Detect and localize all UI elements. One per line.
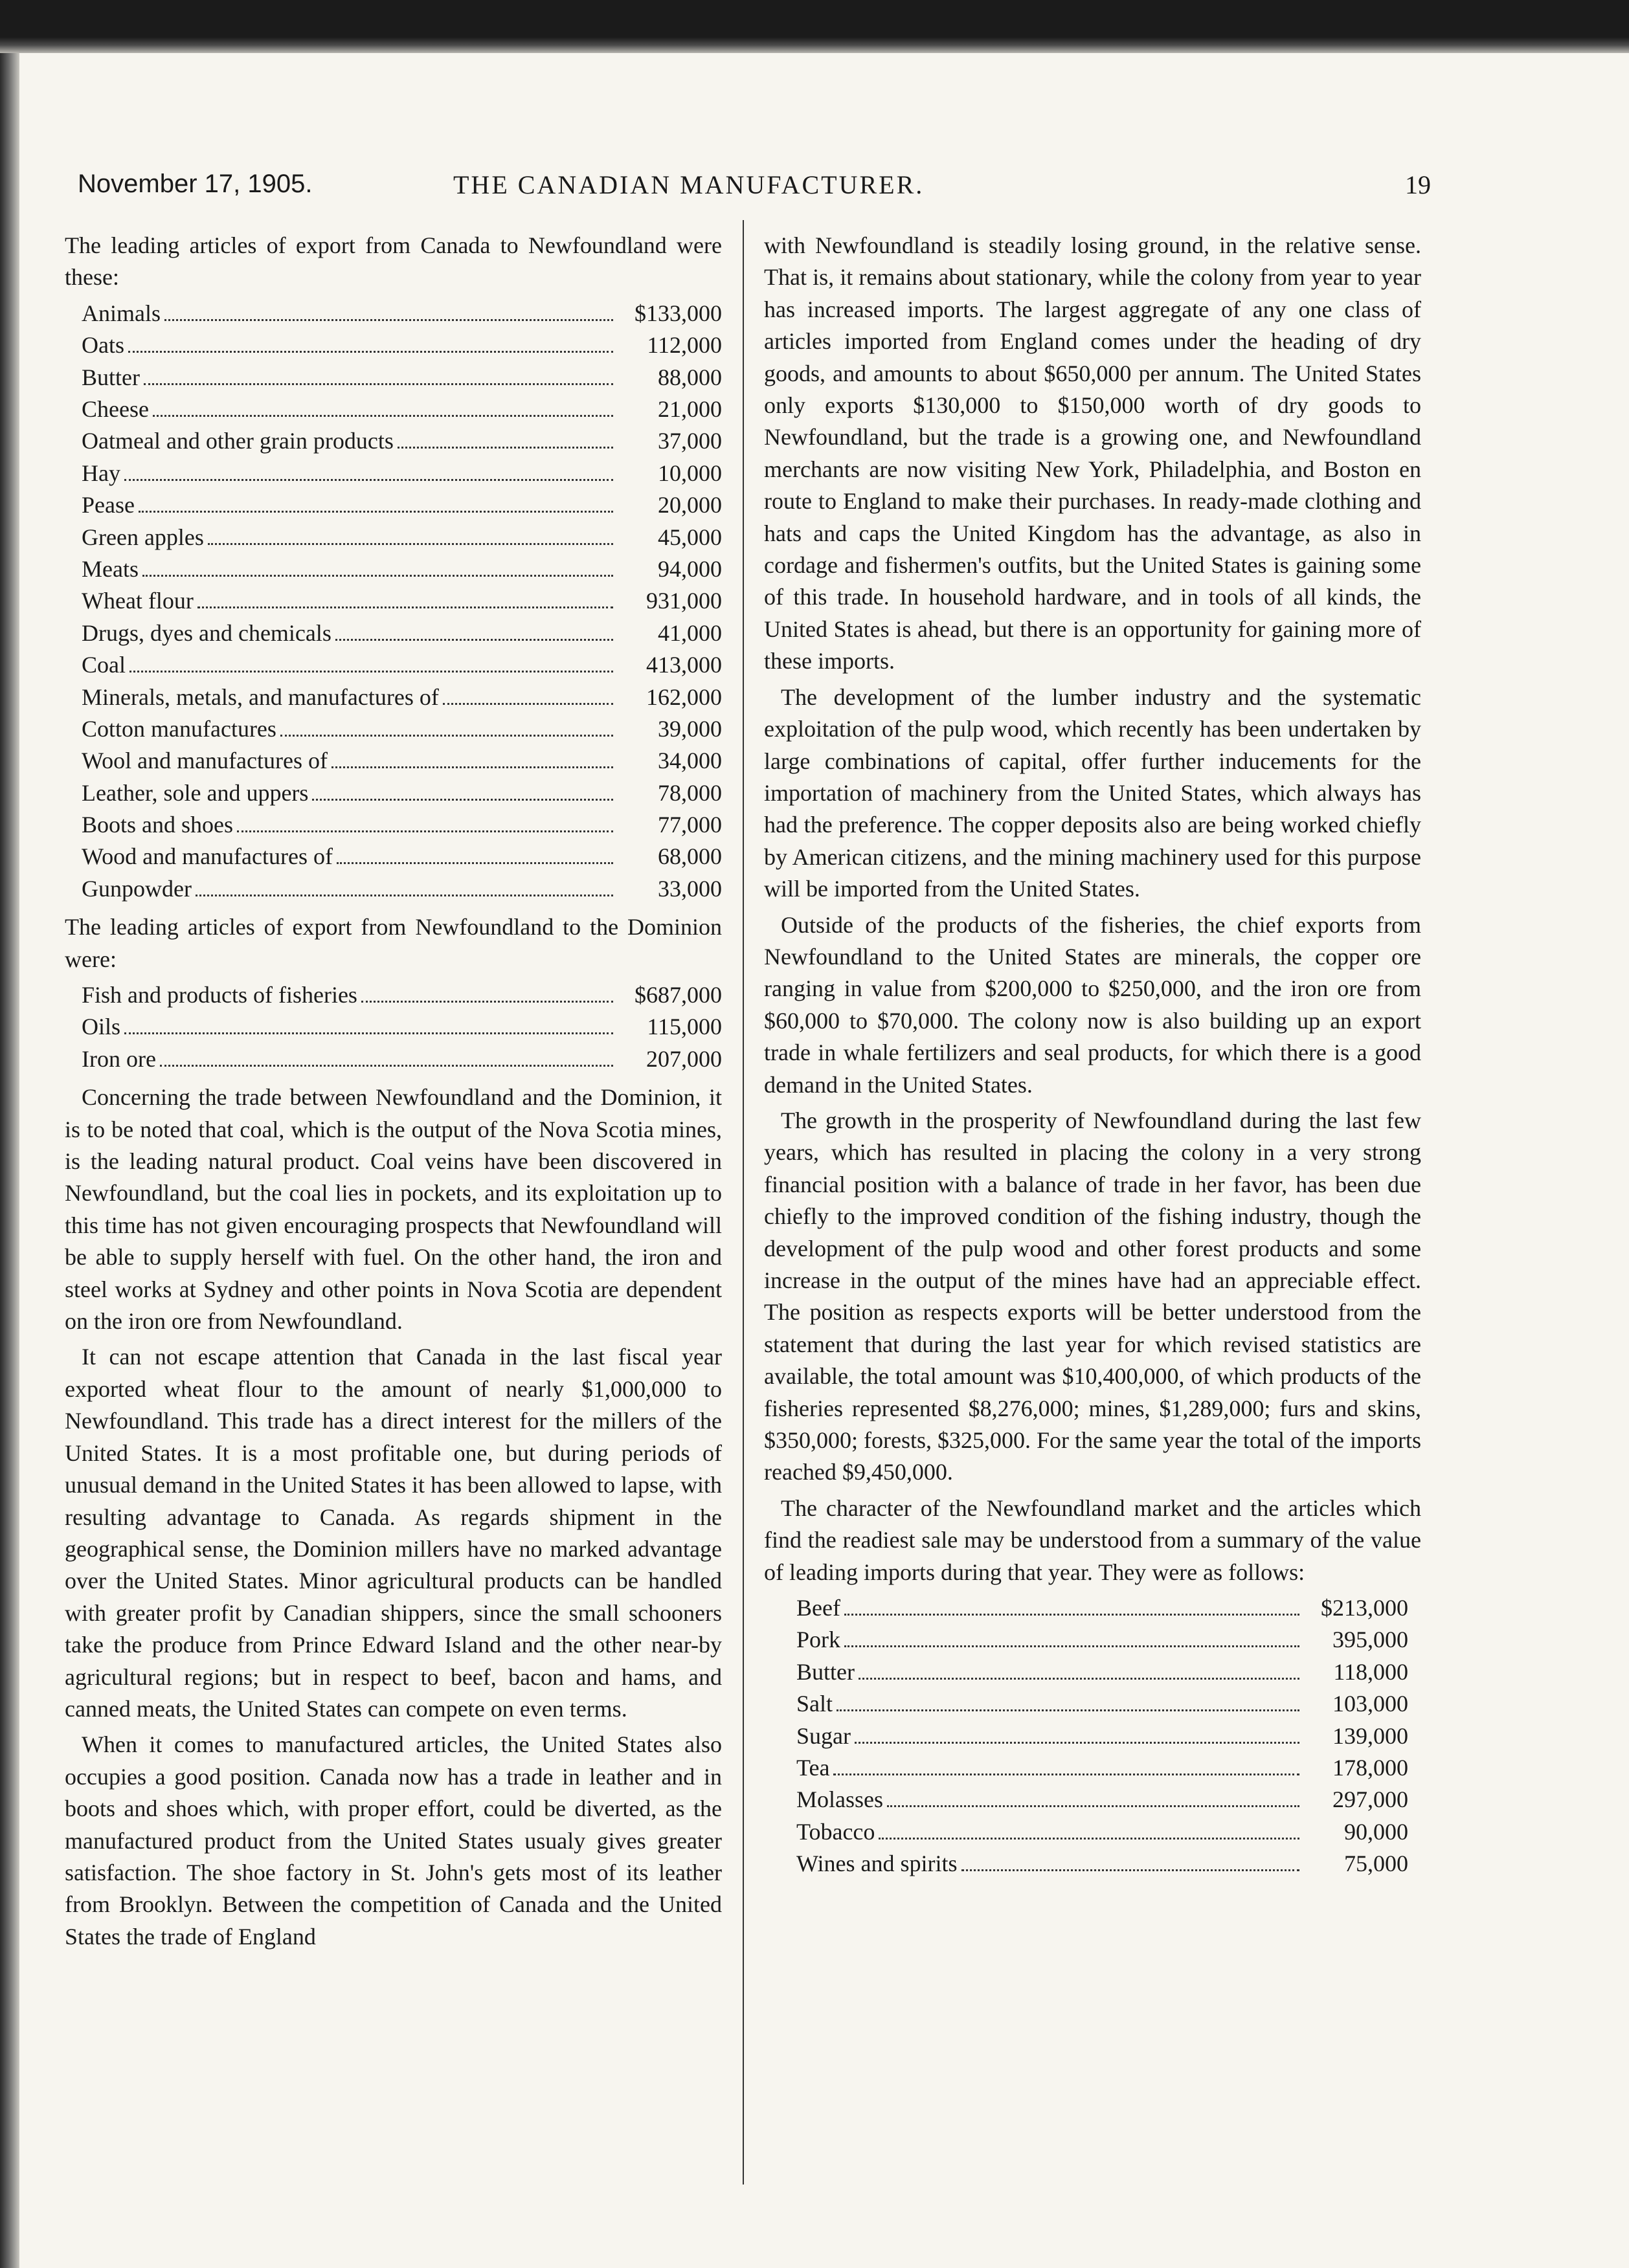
- table-row: [65, 777, 722, 809]
- item-name: Wheat flour: [82, 588, 194, 614]
- table-row: [65, 362, 722, 394]
- item-name: Butter: [82, 364, 140, 390]
- item-name: Drugs, dyes and chemicals: [82, 619, 331, 646]
- item-name: Tobacco: [796, 1818, 875, 1845]
- item-value: 162,000: [646, 684, 722, 710]
- canada-exports-table: [65, 298, 722, 905]
- item-value: 21,000: [658, 395, 722, 422]
- item-value: 112,000: [647, 332, 722, 359]
- item-name: Animals: [82, 300, 161, 326]
- item-value: 78,000: [658, 779, 722, 806]
- item-name: Iron ore: [82, 1045, 156, 1072]
- item-name: Tea: [796, 1755, 830, 1781]
- item-name: Gunpowder: [82, 875, 192, 902]
- scan-left-edge: [0, 53, 19, 2268]
- item-value: 178,000: [1332, 1755, 1408, 1781]
- item-name: Boots and shoes: [82, 812, 233, 838]
- paragraph-lumber: The development of the lumber industry and the systematic exploitation of the pulp wood, which recently has been undertaken by large combinations of capital, offer further inducements for the importation of machinery from the United States, which always has had the preference. The copper deposits also are being worked chiefly by American citizens, and the mining machinery used for this purpose will be imported from the United States.: [764, 684, 1421, 902]
- item-name: Pease: [82, 492, 135, 518]
- scan-top-border: [0, 0, 1629, 53]
- item-value: 931,000: [646, 588, 722, 614]
- item-value: 118,000: [1333, 1658, 1408, 1685]
- table-row: [764, 1656, 1408, 1688]
- item-name: Coal: [82, 652, 126, 678]
- item-value: 39,000: [658, 715, 722, 742]
- item-value: 115,000: [647, 1014, 722, 1040]
- table-row: [65, 682, 722, 713]
- item-value: 395,000: [1332, 1627, 1408, 1653]
- table-row: [65, 585, 722, 617]
- table-row: [65, 458, 722, 489]
- item-value: 297,000: [1332, 1786, 1408, 1813]
- table-row: [65, 979, 722, 1011]
- item-value: 90,000: [1344, 1818, 1408, 1845]
- column-divider: [743, 220, 744, 2185]
- item-value: 75,000: [1344, 1851, 1408, 1877]
- item-name: Wines and spirits: [796, 1851, 958, 1877]
- item-name: Fish and products of fisheries: [82, 982, 357, 1008]
- item-name: Hay: [82, 460, 120, 486]
- item-value: 77,000: [658, 812, 722, 838]
- item-value: 139,000: [1332, 1722, 1408, 1749]
- paragraph-england-trade: with Newfoundland is steadily losing ground, in the relative sense. That is, it remains about stationary, while the colony from year to year has increased imports. The largest aggregate of any one class of articles imported from England comes under the heading of dry goods, and amounts to about $650,000 per annum. The United States only exports $130,000 to $150,000 worth of dry goods to Newfoundland, but the trade is a growing one, and Newfoundland merchants are now visiting New York, Philadelphia, and Boston en route to England to make their purchases. In ready-made clothing and hats and caps the United Kingdom has the advantage, as also in cordage and fishermen's outfits, but the United States is gaining some of this trade. In household hardware, and in tools of all kinds, the United States is ahead, but there is an opportunity for gaining more of these imports.: [764, 232, 1421, 674]
- paragraph-exports-us: Outside of the products of the fisheries, the chief exports from Newfoundland to the United States are minerals, the copper ore ranging in value from $200,000 to $250,000, and the iron ore from $60,000 to $70,000. The colony now is also building up an export trade in whale fertilizers and seal products, for which there is a good demand in the United States.: [764, 911, 1421, 1098]
- item-name: Minerals, metals, and manufactures of: [82, 684, 439, 710]
- item-value: 88,000: [658, 364, 722, 390]
- table-row: [65, 713, 722, 745]
- table-row: [65, 522, 722, 553]
- table-row: [65, 1043, 722, 1075]
- item-value: $133,000: [635, 300, 722, 326]
- item-value: $687,000: [635, 982, 722, 1008]
- item-value: 20,000: [658, 492, 722, 518]
- item-value: 207,000: [646, 1045, 722, 1072]
- item-name: Sugar: [796, 1722, 851, 1749]
- item-name: Butter: [796, 1658, 855, 1685]
- item-value: 68,000: [658, 843, 722, 870]
- publication-title: THE CANADIAN MANUFACTURER.: [453, 170, 925, 199]
- table-row: [65, 329, 722, 361]
- table-row: [764, 1624, 1408, 1656]
- table-row: [65, 553, 722, 585]
- item-name: Pork: [796, 1627, 841, 1653]
- table-row: [764, 1784, 1408, 1816]
- nfld-exports-intro: The leading articles of export from Newfoundland to the Dominion were:: [65, 914, 722, 972]
- paragraph-market: The character of the Newfoundland market and the articles which find the readiest sale may be understood from a summary of the value of leading imports during that year. They were as follows:: [764, 1495, 1421, 1585]
- table-row: [65, 298, 722, 329]
- item-value: 45,000: [658, 524, 722, 550]
- item-value: 413,000: [646, 652, 722, 678]
- left-column: [65, 230, 722, 1957]
- item-name: Wool and manufactures of: [82, 748, 328, 774]
- table-row: [764, 1752, 1408, 1784]
- item-value: 94,000: [658, 555, 722, 582]
- table-row: [65, 809, 722, 841]
- table-row: [65, 841, 722, 873]
- item-name: Beef: [796, 1595, 840, 1621]
- exports-intro: The leading articles of export from Canada to Newfoundland were these:: [65, 232, 722, 291]
- item-name: Oatmeal and other grain products: [82, 428, 394, 454]
- table-row: [764, 1816, 1408, 1848]
- paragraph-wheat-flour: It can not escape attention that Canada in the last fiscal year exported wheat flour to the amount of nearly $1,000,000 to Newfoundland. This trade has a direct interest for the millers of the United States. It is a most profitable one, but during periods of unusual demand in the United States it has been allowed to lapse, with resulting advantage to Canada. As regards shipment in the geographical sense, the Dominion millers have no marked advantage over the United States. Minor agricultural products can be handled with greater profit by Canadian shippers, since the small schooners take the produce from Prince Edward Island and the other near-by agricultural regions; but in respect to beef, bacon and hams, and canned meats, the United States can compete on even terms.: [65, 1344, 722, 1722]
- table-row: [65, 425, 722, 457]
- table-row: [65, 745, 722, 777]
- table-row: [764, 1720, 1408, 1752]
- item-value: 34,000: [658, 748, 722, 774]
- item-name: Salt: [796, 1691, 833, 1717]
- nfld-exports-table: [65, 979, 722, 1075]
- item-name: Leather, sole and uppers: [82, 779, 309, 806]
- item-name: Molasses: [796, 1786, 883, 1813]
- item-name: Green apples: [82, 524, 204, 550]
- item-name: Cotton manufactures: [82, 715, 276, 742]
- right-column: [764, 230, 1421, 1887]
- paragraph-manufactured: When it comes to manufactured articles, the United States also occupies a good position. Canada now has a trade in leather and in boots and shoes which, with proper effort, could be diverted, as the manufactured product from the United States usualy gives greater satisfaction. The shoe factory in St. John's gets most of its leather from Brooklyn. Between the competition of Canada and the United States the trade of England: [65, 1731, 722, 1950]
- paragraph-coal: Concerning the trade between Newfoundland and the Dominion, it is to be noted that coal, which is the output of the Nova Scotia mines, is the leading natural product. Coal veins have been discovered in Newfoundland, but the coal lies in pockets, and its exploitation up to this time has not given encouraging prospects that Newfoundland will be able to supply herself with fuel. On the other hand, the iron and steel works at Sydney and other points in Nova Scotia are dependent on the iron ore from Newfoundland.: [65, 1084, 722, 1335]
- table-row: [65, 649, 722, 681]
- item-value: 37,000: [658, 428, 722, 454]
- table-row: [764, 1848, 1408, 1880]
- item-name: Oils: [82, 1014, 121, 1040]
- item-name: Wood and manufactures of: [82, 843, 333, 870]
- page-number: 19: [1405, 170, 1431, 199]
- item-value: 41,000: [658, 619, 722, 646]
- imports-table: [764, 1592, 1408, 1880]
- item-value: 103,000: [1332, 1691, 1408, 1717]
- table-row: [65, 1011, 722, 1043]
- table-row: [65, 489, 722, 521]
- item-name: Oats: [82, 332, 124, 359]
- issue-date: November 17, 1905.: [78, 170, 313, 198]
- table-row: [764, 1688, 1408, 1720]
- paragraph-prosperity: The growth in the prosperity of Newfoundland during the last few years, which has resulted in placing the colony in a very strong financial position with a balance of trade in her favor, has been due chiefly to the improved condition of the fishing industry, though the development of the pulp wood and other forest products and some increase in the output of the mines have had an appreciable effect. The position as respects exports will be better understood from the statement that during the last year for which revised statistics are available, the total amount was $10,400,000, of which products of the fisheries represented $8,276,000; mines, $1,289,000; furs and skins, $350,000; forests, $325,000. For the same year the total of the imports reached $9,450,000.: [764, 1107, 1421, 1485]
- table-row: [65, 873, 722, 905]
- page-header: [65, 170, 1450, 208]
- item-value: 33,000: [658, 875, 722, 902]
- item-value: 10,000: [658, 460, 722, 486]
- item-name: Meats: [82, 555, 139, 582]
- item-value: $213,000: [1321, 1595, 1408, 1621]
- table-row: [65, 394, 722, 425]
- table-row: [764, 1592, 1408, 1624]
- table-row: [65, 617, 722, 649]
- item-name: Cheese: [82, 395, 149, 422]
